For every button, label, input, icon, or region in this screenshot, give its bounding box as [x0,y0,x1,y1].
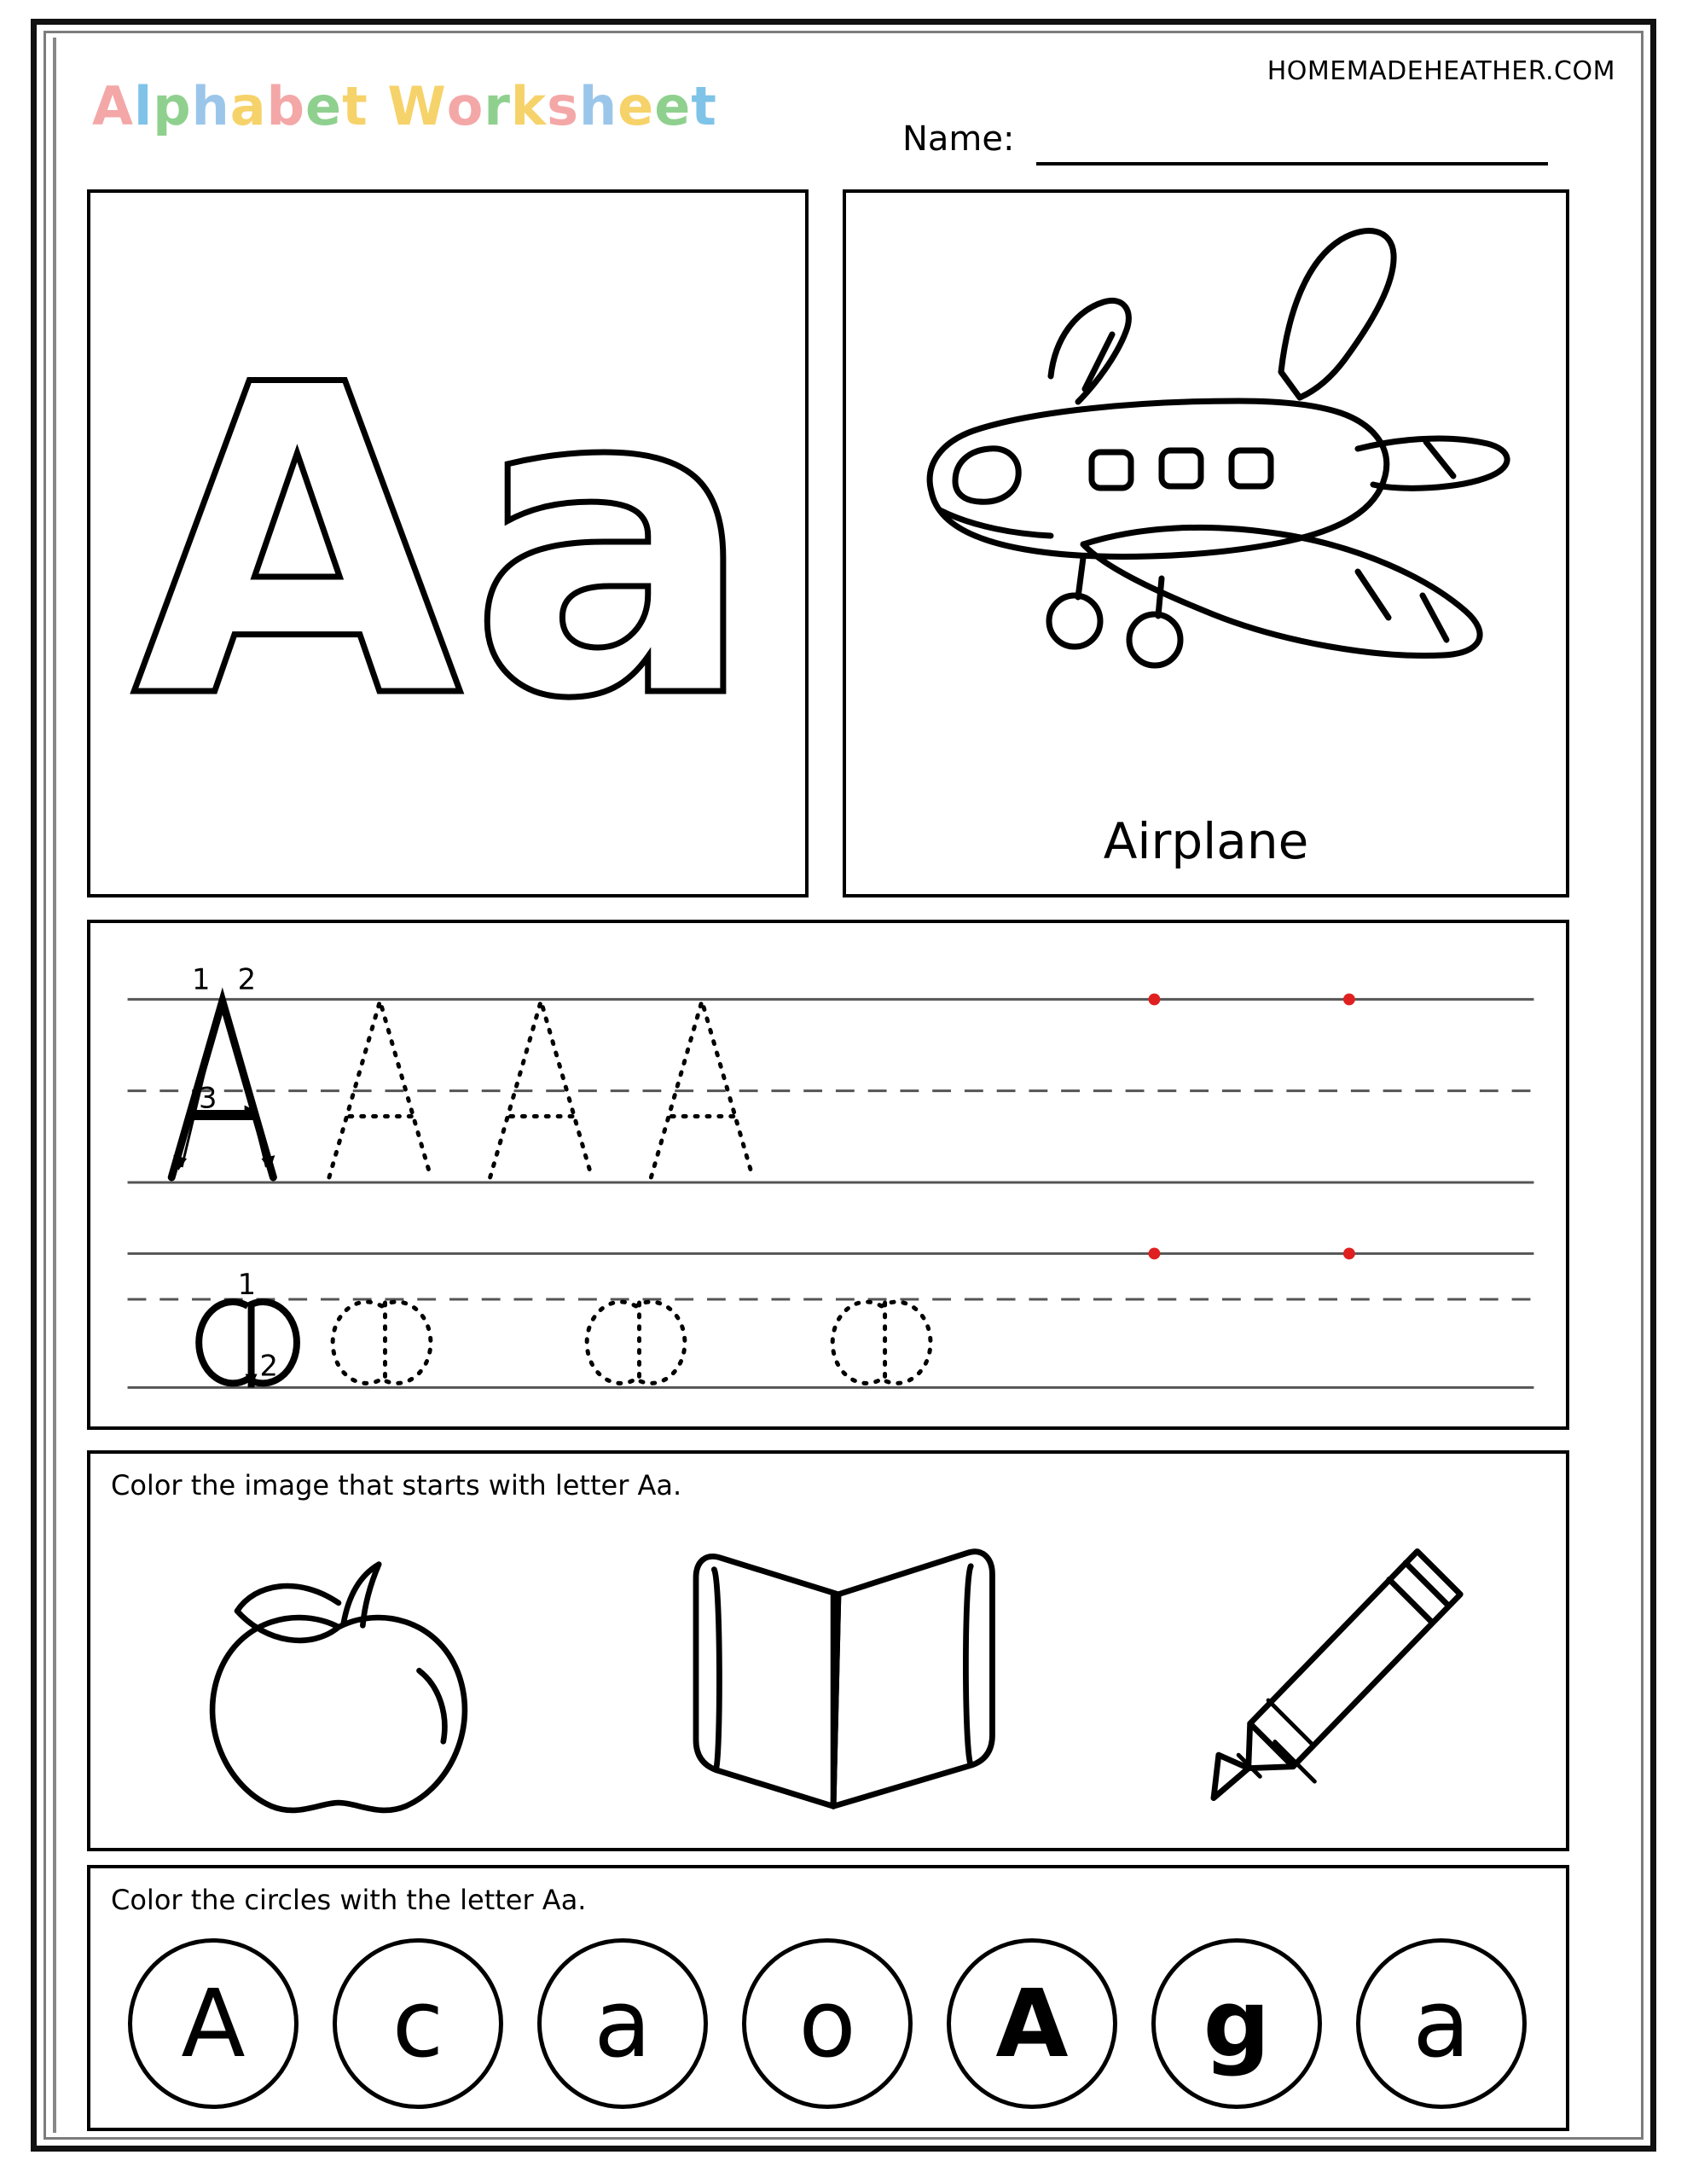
color-image-instruction: Color the image that starts with letter Aa. [111,1469,682,1502]
title-letter-14: h [579,75,618,137]
title-letter-17: t [691,75,717,137]
title-letter-9: W [387,75,447,137]
title-letter-10: o [446,75,484,137]
color-image-row [94,1508,1562,1843]
color-circles-instruction: Color the circles with the letter Aa. [111,1884,587,1916]
word-picture-box [843,189,1569,897]
svg-text:2: 2 [237,962,257,996]
letter-circle-label: A [181,1969,246,2078]
page-title [92,75,717,137]
apple-illustration[interactable] [168,1529,509,1822]
name-label: Name: [902,119,1015,159]
big-letter-wrapper [90,193,805,894]
word-label: Airplane [1103,812,1309,870]
title-letter-4: a [229,75,267,137]
letter-circle-3[interactable] [742,1938,913,2109]
letter-circle-label: g [1203,1969,1271,2078]
letter-circle-label: A [995,1969,1069,2078]
title-letter-16: e [654,75,692,137]
title-letter-7: t [342,75,368,137]
airplane-icon [880,210,1545,722]
tracing-practice-box[interactable] [87,920,1569,1430]
name-input-line[interactable] [1036,162,1548,166]
title-letter-2: p [153,75,192,137]
letter-circle-4[interactable] [947,1938,1117,2109]
title-letter-6: e [305,75,343,137]
svg-text:1: 1 [237,1268,257,1302]
title-letter-13: s [547,75,580,137]
title-letter-11: r [484,75,511,137]
site-url: HOMEMADEHEATHER.COM [1267,56,1615,86]
letter-circle-label: a [594,1969,652,2078]
letter-circle-6[interactable] [1356,1938,1527,2109]
letter-circle-0[interactable] [128,1938,299,2109]
title-letter-3: h [191,75,230,137]
letter-display-box [87,189,809,897]
title-letter-5: b [266,75,306,137]
svg-text:2: 2 [259,1349,278,1383]
svg-text:3: 3 [198,1081,217,1115]
title-letter-15: e [617,75,655,137]
big-letters: Aa [131,295,764,792]
letter-circle-label: c [391,1969,444,2078]
letter-circle-5[interactable] [1151,1938,1322,2109]
letter-circle-row [128,1930,1527,2117]
letter-circle-label: o [798,1969,856,2078]
letter-circle-label: a [1412,1969,1470,2078]
title-letter-8 [368,75,388,137]
title-letter-0: A [92,75,134,137]
letter-circle-1[interactable] [333,1938,503,2109]
letter-circle-2[interactable] [537,1938,708,2109]
title-letter-12: k [510,75,548,137]
title-letter-1: l [133,75,154,137]
svg-text:1: 1 [192,962,211,996]
book-illustration[interactable] [658,1533,1016,1818]
pencil-illustration[interactable] [1164,1533,1488,1818]
